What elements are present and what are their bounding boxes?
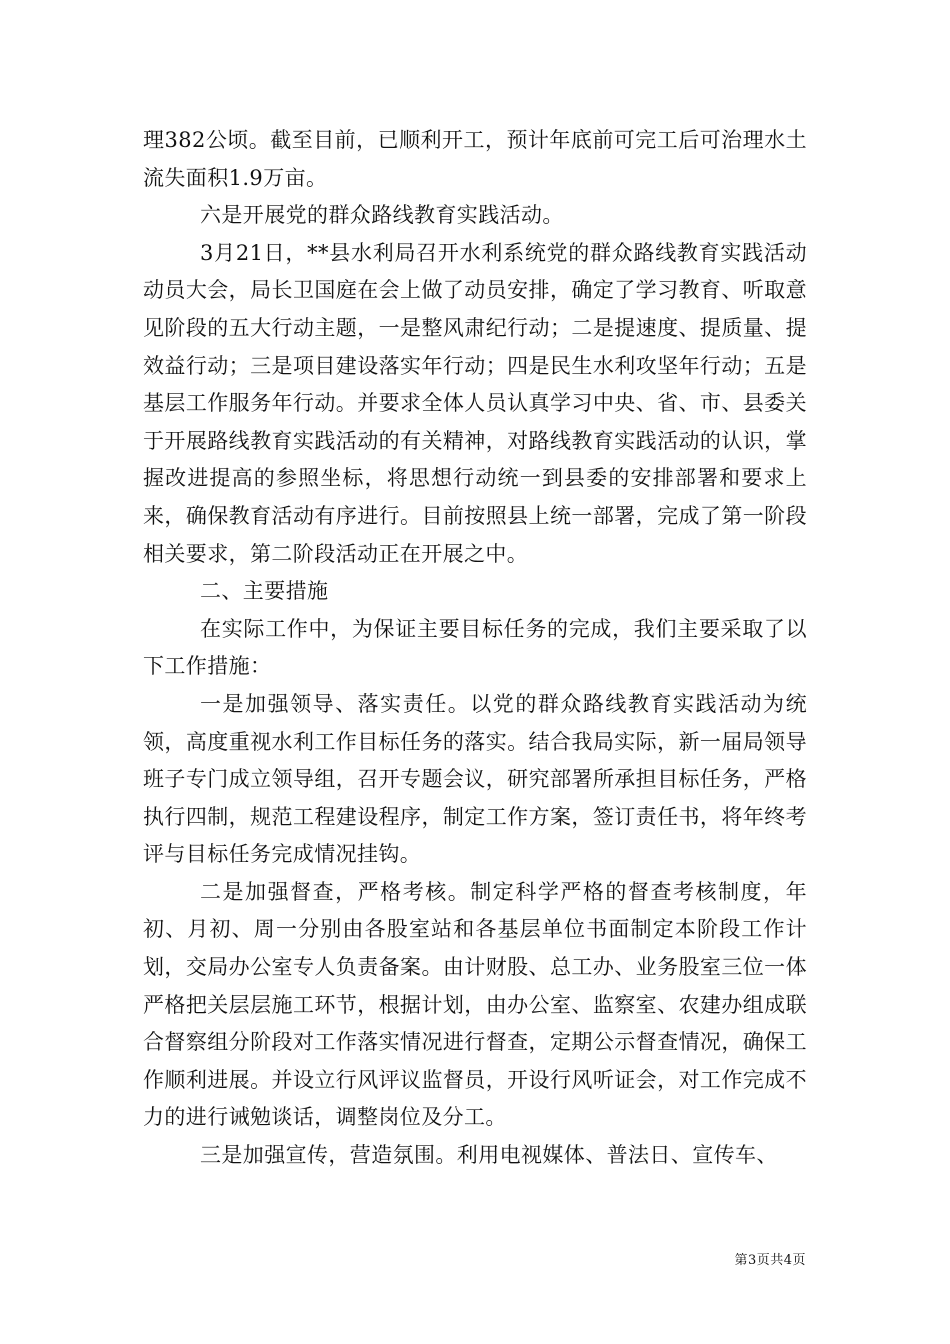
- paragraph-5: 在实际工作中，为保证主要目标任务的完成，我们主要采取了以下工作措施：: [143, 616, 807, 679]
- paragraph-8: 三是加强宣传，营造氛围。利用电视媒体、普法日、宣传车、: [200, 1143, 778, 1168]
- paragraph-1: 理382公顷。截至目前，已顺利开工，预计年底前可完工后可治理水土流失面积1.9万亩。: [143, 128, 807, 190]
- paragraph-2: 六是开展党的群众路线教育实践活动。: [200, 203, 564, 228]
- paragraph-6: 一是加强领导、落实责任。以党的群众路线教育实践活动为统领，高度重视水利工作目标任务的落实。结合我局实际，新一届局领导班子专门成立领导组，召开专题会议，研究部署所承担目标任务，严格执行四制，规范工程建设程序，制定工作方案，签订责任书，将年终考评与目标任务完成情况挂钩。: [143, 691, 807, 867]
- section-heading: 二、主要措施: [200, 579, 329, 604]
- paragraph-3: 3月21日，**县水利局召开水利系统党的群众路线教育实践活动动员大会，局长卫国庭在会上做了动员安排，确定了学习教育、听取意见阶段的五大行动主题，一是整风肃纪行动；二是提速度、提质量、提效益行动；三是项目建设落实年行动；四是民生水利攻坚年行动；五是基层工作服务年行动。并要求全体人员认真学习中央、省、市、县委关于开展路线教育实践活动的有关精神，对路线教育实践活动的认识，掌握改进提高的参照坐标，将思想行动统一到县委的安排部署和要求上来，确保教育活动有序进行。目前按照县上统一部署，完成了第一阶段相关要求，第二阶段活动正在开展之中。: [143, 240, 807, 566]
- paragraph-7: 二是加强督查，严格考核。制定科学严格的督查考核制度，年初、月初、周一分别由各股室站和各基层单位书面制定本阶段工作计划，交局办公室专人负责备案。由计财股、总工办、业务股室三位一体严格把关层层施工环节，根据计划，由办公室、监察室、农建办组成联合督察组分阶段对工作落实情况进行督查，定期公示督查情况，确保工作顺利进展。并设立行风评议监督员，开设行风听证会，对工作完成不力的进行诫勉谈话，调整岗位及分工。: [143, 879, 807, 1130]
- document-body: [143, 122, 807, 1175]
- page-number-footer: 第3页共4页: [734, 1253, 806, 1268]
